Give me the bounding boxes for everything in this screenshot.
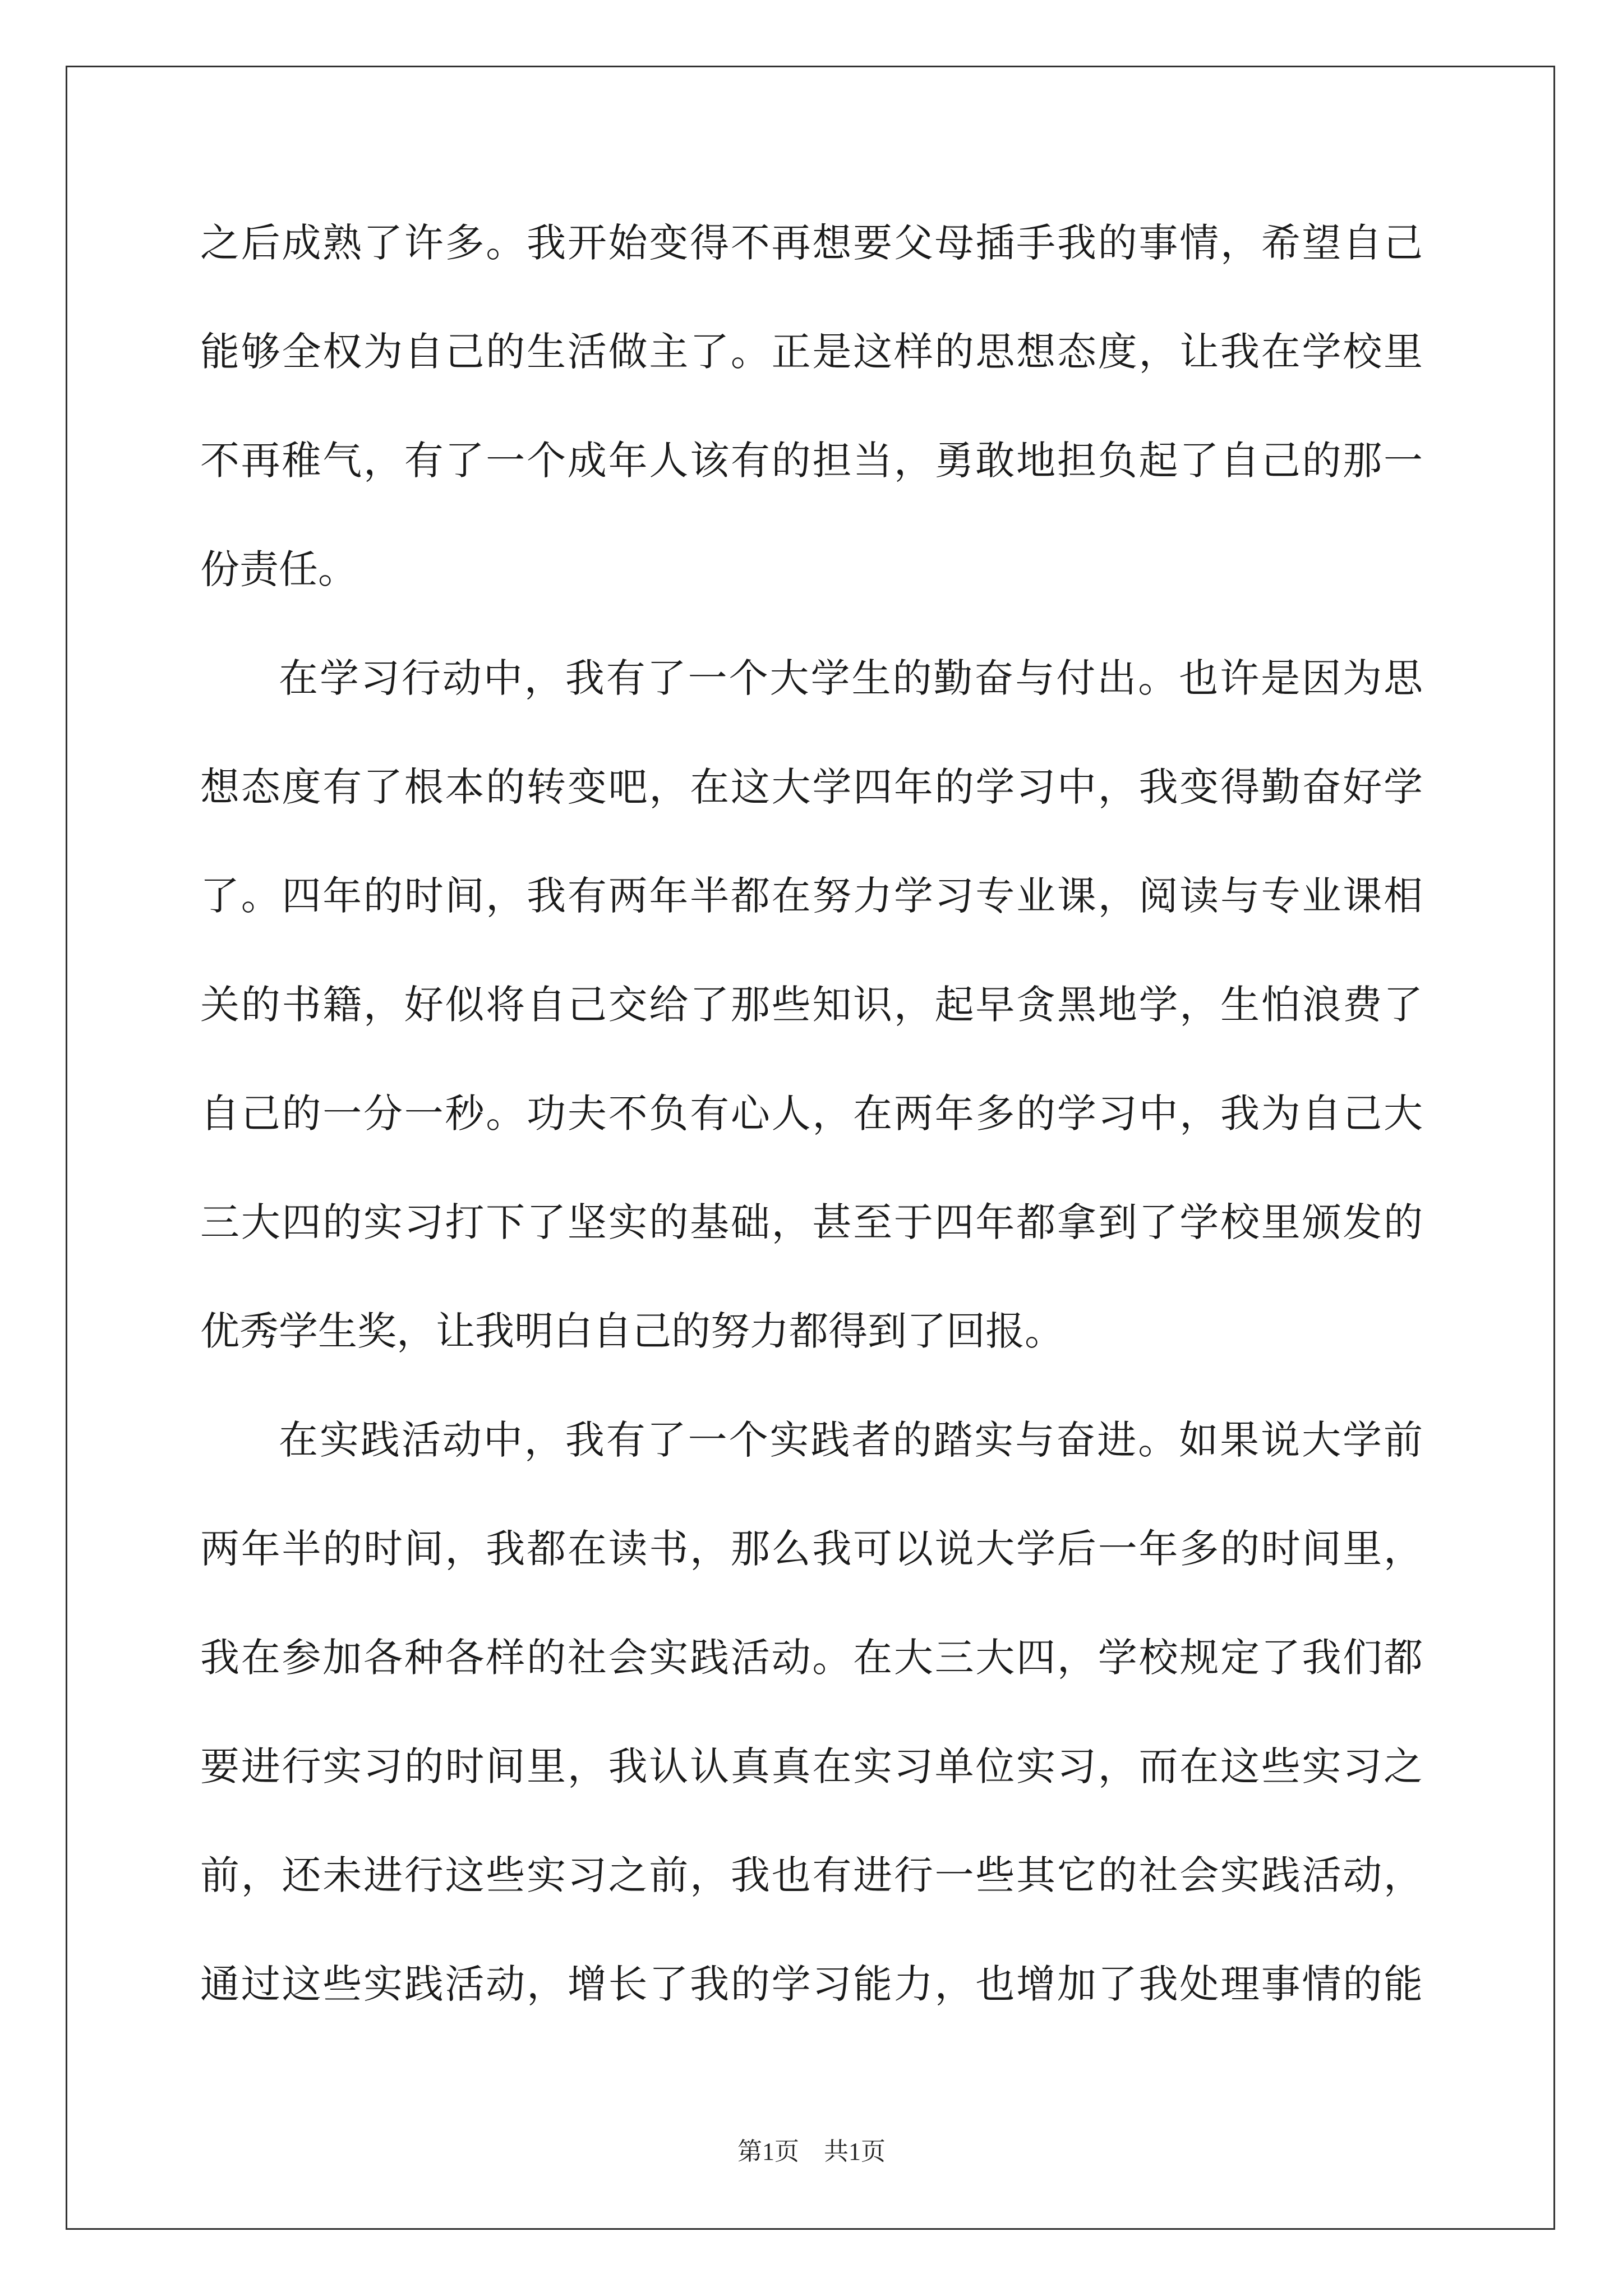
text-line: 通过这些实践活动，增长了我的学习能力，也增加了我处理事情的能 <box>200 1961 1423 2007</box>
text-line: 能够全权为自己的生活做主了。正是这样的思想态度，让我在学校里 <box>200 329 1423 375</box>
text-line: 自己的一分一秒。功夫不负有心人，在两年多的学习中，我为自己大 <box>200 1091 1423 1137</box>
text-line: 两年半的时间，我都在读书，那么我可以说大学后一年多的时间里， <box>200 1526 1423 1572</box>
text-line: 在实践活动中，我有了一个实践者的踏实与奋进。如果说大学前 <box>279 1417 1423 1463</box>
text-line: 三大四的实习打下了坚实的基础，甚至于四年都拿到了学校里颁发的 <box>200 1199 1423 1245</box>
text-line: 前，还未进行这些实习之前，我也有进行一些其它的社会实践活动， <box>200 1852 1423 1898</box>
page-footer: 第1页 共1页 <box>737 2138 886 2165</box>
document-body <box>200 204 1423 2054</box>
text-line: 我在参加各种各样的社会实践活动。在大三大四，学校规定了我们都 <box>200 1635 1423 1681</box>
text-line: 在学习行动中，我有了一个大学生的勤奋与付出。也许是因为思 <box>279 655 1423 701</box>
text-line: 了。四年的时间，我有两年半都在努力学习专业课，阅读与专业课相 <box>200 873 1423 919</box>
text-line: 不再稚气，有了一个成年人该有的担当，勇敢地担负起了自己的那一 <box>200 438 1423 484</box>
text-line: 想态度有了根本的转变吧，在这大学四年的学习中，我变得勤奋好学 <box>200 764 1423 810</box>
text-line: 优秀学生奖，让我明白自己的努力都得到了回报。 <box>200 1308 1064 1354</box>
text-line: 要进行实习的时间里，我认认真真在实习单位实习，而在这些实习之 <box>200 1743 1423 1789</box>
text-line: 之后成熟了许多。我开始变得不再想要父母插手我的事情，希望自己 <box>200 220 1423 266</box>
text-line: 关的书籍，好似将自己交给了那些知识，起早贪黑地学，生怕浪费了 <box>200 982 1423 1028</box>
text-line: 份责任。 <box>200 546 357 592</box>
